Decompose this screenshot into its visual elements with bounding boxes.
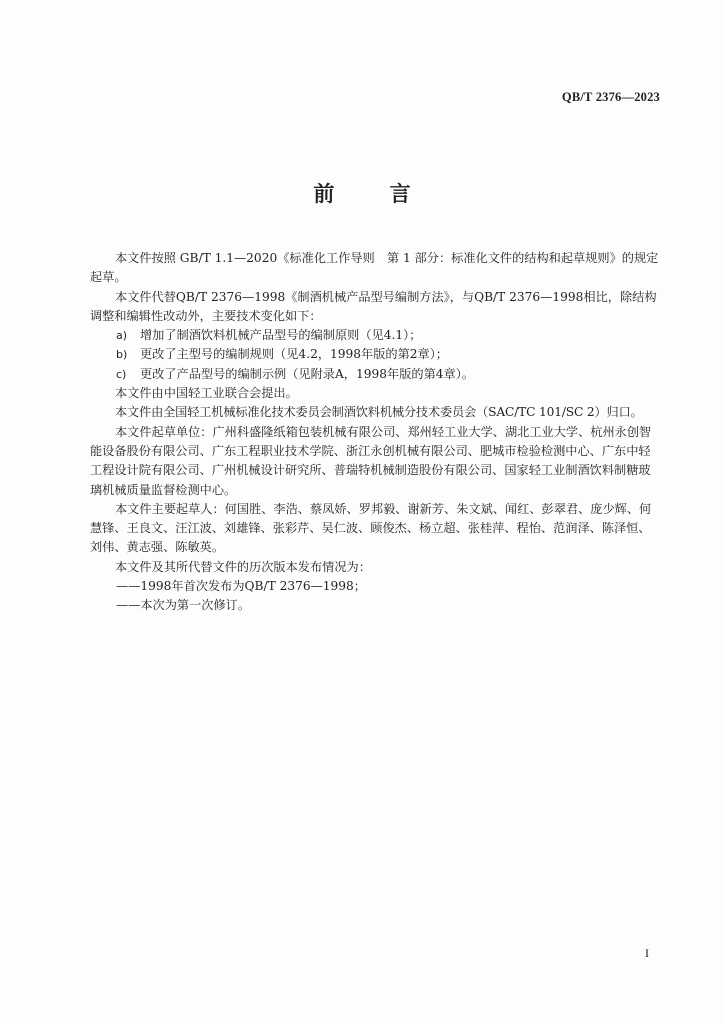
list-item — [90, 345, 662, 364]
paragraph-administrator: 本文件由全国轻工机械标准化技术委员会制酒饮料机械分技术委员会（SAC/TC 101/SC 2）归口。 — [115, 405, 643, 420]
paragraph-drafting-basis: 本文件按照 GB/T 1.1—2020《标准化工作导则 第 1 部分：标准化文件的结构和起草规则》的规定起草。 — [90, 251, 659, 285]
paragraph-drafting-units: 本文件起草单位：广州科盛隆纸箱包装机械有限公司、郑州轻工业大学、湖北工业大学、杭州永创智能设备股份有限公司、广东工程职业技术学院、浙江永创机械有限公司、肥城市检验检测中心、广东中轻工程设计院有限公司、广州机械设计研究所、普瑞特机械制造股份有限公司、国家轻工业制酒饮料制糖玻璃机械质量监督检测中心。 — [90, 424, 652, 497]
document-code-header: QB/T 2376—2023 — [561, 90, 660, 104]
list-marker: c) — [116, 367, 127, 381]
list-marker: b) — [116, 348, 128, 362]
list-item-text: 更改了主型号的编制规则（见4.2，1998年版的第2章）； — [140, 347, 448, 362]
paragraph-history-intro: 本文件及其所代替文件的历次版本发布情况为： — [115, 559, 371, 574]
paragraph-proposer: 本文件由中国轻工业联合会提出。 — [115, 386, 298, 401]
list-item — [90, 365, 662, 384]
list-item — [90, 326, 662, 345]
page-number: I — [645, 946, 649, 960]
history-item: ——本次为第一次修订。 — [116, 598, 251, 613]
list-marker: a) — [116, 329, 128, 343]
paragraph-replacement: 本文件代替QB/T 2376—1998《制酒机械产品型号编制方法》，与QB/T 2376—1998相比，除结构调整和编辑性改动外，主要技术变化如下： — [90, 289, 657, 323]
history-item: ——1998年首次发布为QB/T 2376—1998； — [116, 579, 366, 594]
list-item-text: 更改了产品型号的编制示例（见附录A，1998年版的第4章）。 — [140, 366, 474, 381]
list-item-text: 增加了制酒饮料机械产品型号的编制原则（见4.1）； — [140, 328, 422, 343]
page-title: 前 言 — [313, 182, 435, 206]
foreword-body — [90, 249, 662, 616]
paragraph-drafters: 本文件主要起草人：何国胜、李浩、蔡凤娇、罗邦毅、谢新芳、朱文斌、闻红、彭翠君、庞少辉、何慧锋、王良文、汪江波、刘雄锋、张彩芹、吴仁波、顾俊杰、杨立超、张桂萍、程怡、范润泽、陈泽恒、刘伟、黄志强、陈敏英。 — [90, 501, 652, 555]
